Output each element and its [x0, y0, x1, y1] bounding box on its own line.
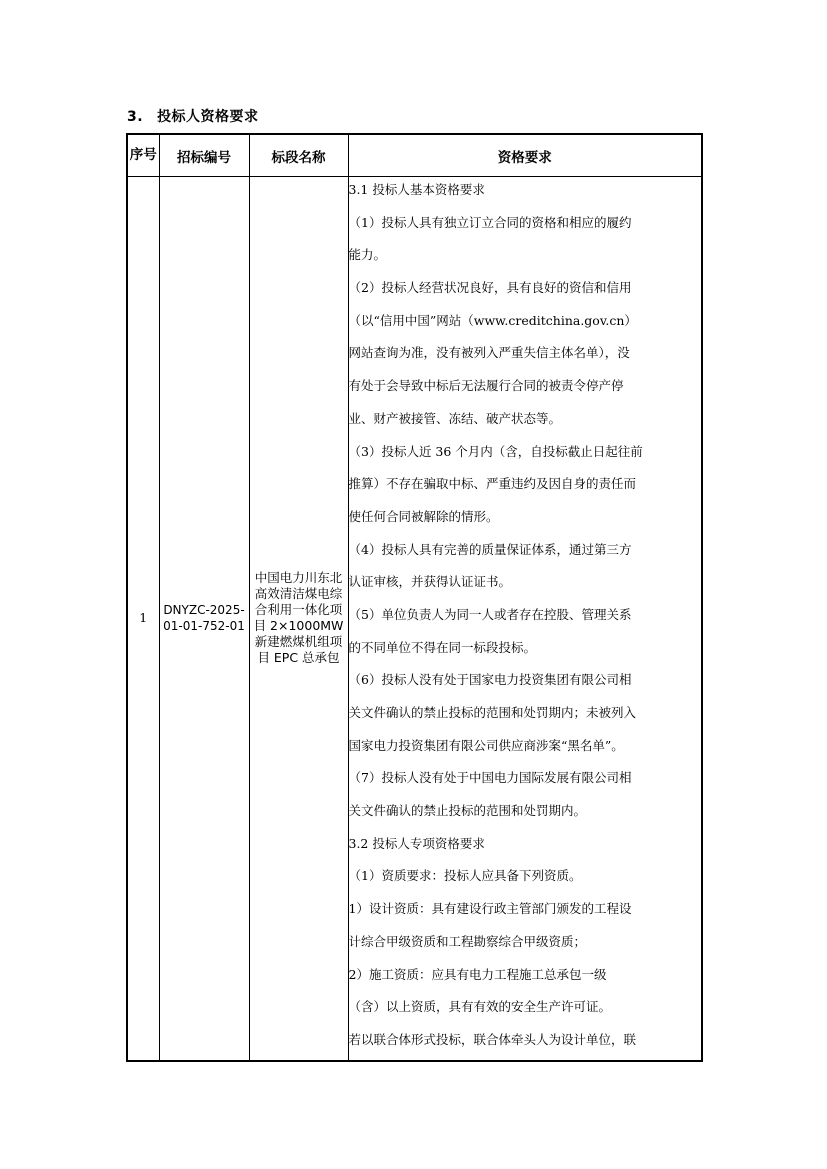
requirement-line: 3.1 投标人基本资格要求	[348, 182, 485, 197]
requirement-line: 网站查询为准，没有被列入严重失信主体名单），没	[348, 345, 630, 361]
requirement-line: 使任何合同被解除的情形。	[348, 508, 499, 524]
requirement-line: 1）设计资质：具有建设行政主管部门颁发的工程设	[348, 901, 632, 917]
section-heading	[127, 106, 259, 126]
requirement-line: （7）投标人没有处于中国电力国际发展有限公司相	[348, 770, 632, 786]
requirement-line: 3.2 投标人专项资格要求	[348, 835, 485, 851]
row-index: 1	[127, 177, 159, 1061]
requirement-line: （以“信用中国”网站（www.creditchina.gov.cn）	[348, 312, 637, 328]
requirement-line: 的不同单位不得在同一标段投标。	[348, 639, 537, 655]
requirement-line: （6）投标人没有处于国家电力投资集团有限公司相	[348, 672, 632, 688]
header-index: 序号	[127, 134, 159, 177]
requirement-line: 认证审核，并获得认证证书。	[348, 574, 512, 590]
row-bid-code: DNYZC-2025-01-01-752-01	[159, 177, 249, 1061]
requirement-line: 关文件确认的禁止投标的范围和处罚期内。	[348, 803, 587, 819]
requirement-line: 若以联合体形式投标，联合体牵头人为设计单位，联	[348, 1031, 637, 1047]
requirement-line: 关文件确认的禁止投标的范围和处罚期内；未被列入	[348, 705, 637, 720]
bidder-qualification-table	[126, 133, 703, 1062]
header-bid-code: 招标编号	[159, 134, 249, 177]
table-header-row	[127, 134, 702, 177]
requirement-line: 业、财产被接管、冻结、破产状态等。	[348, 410, 562, 426]
requirement-lines	[349, 177, 702, 1060]
header-lot-name: 标段名称	[249, 134, 348, 177]
requirement-line: （5）单位负责人为同一人或者存在控股、管理关系	[348, 606, 632, 622]
requirement-line: （4）投标人具有完善的质量保证体系，通过第三方	[348, 541, 632, 557]
header-requirements: 资格要求	[348, 134, 702, 177]
requirement-line: 推算）不存在骗取中标、严重违约及因自身的责任而	[348, 476, 637, 492]
requirement-line: 国家电力投资集团有限公司供应商涉案“黑名单”。	[348, 737, 624, 753]
table-row	[127, 177, 702, 1061]
requirement-line: （含）以上资质，具有有效的安全生产许可证。	[348, 999, 612, 1015]
requirement-line: （2）投标人经营状况良好，具有良好的资信和信用	[348, 280, 632, 296]
requirement-line: 能力。	[348, 247, 387, 263]
requirement-line: （3）投标人近 36 个月内（含，自投标截止日起往前	[348, 443, 643, 459]
requirement-line: 有处于会导致中标后无法履行合同的被责令停产停	[348, 378, 624, 394]
row-requirements	[348, 177, 702, 1061]
row-lot-name: 中国电力川东北高效清洁煤电综合利用一体化项目 2×1000MW 新建燃煤机组项目 EPC 总承包	[249, 177, 348, 1061]
requirement-line: （1）资质要求：投标人应具备下列资质。	[348, 868, 582, 884]
section-number: 3.	[127, 109, 144, 125]
requirement-line: 计综合甲级资质和工程勘察综合甲级资质；	[348, 933, 587, 949]
section-title: 投标人资格要求	[157, 109, 259, 125]
requirement-line: 2）施工资质：应具有电力工程施工总承包一级	[348, 966, 607, 982]
requirement-line: （1）投标人具有独立订立合同的资格和相应的履约	[348, 214, 632, 230]
